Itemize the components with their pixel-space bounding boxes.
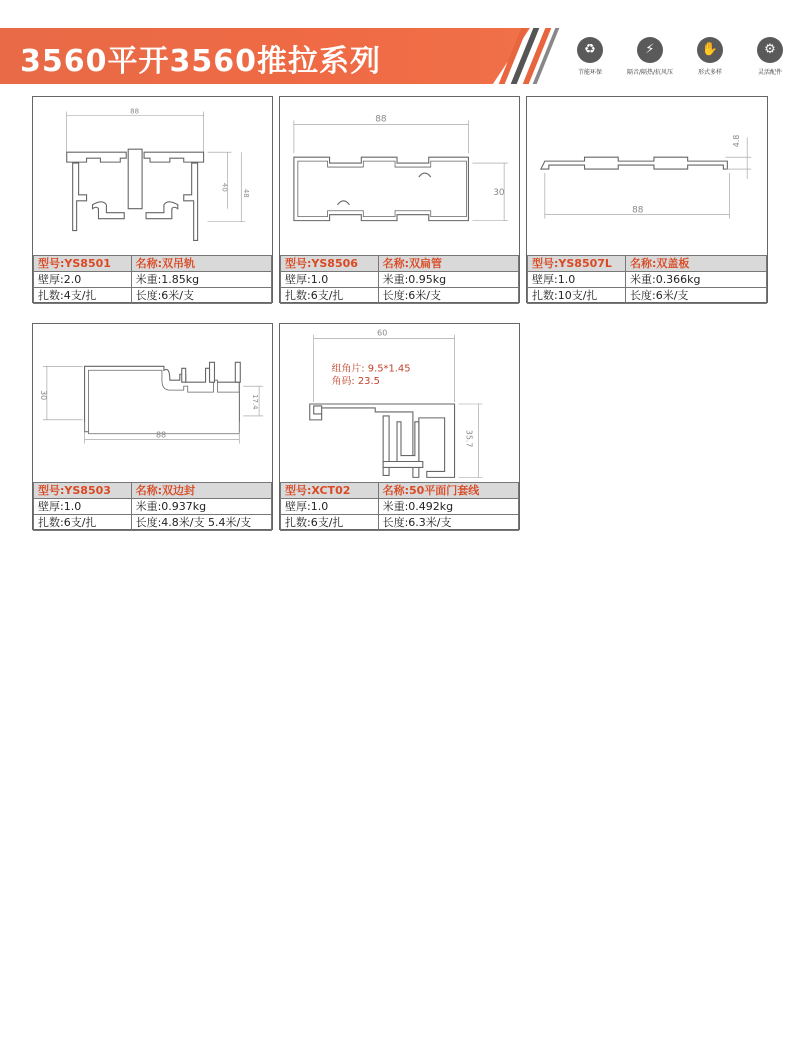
feature-label: 灵活配件 [757,68,782,76]
feature-insulation [622,37,678,76]
product-card-ys8503 [32,323,273,530]
table-row [281,288,519,304]
gear-icon: ⚙ [757,37,783,63]
feature-label: 形式多样 [697,68,722,76]
wall-cell: 壁厚:1.0 [528,272,626,288]
wall-cell: 壁厚:1.0 [281,272,379,288]
feature-icons [560,28,800,84]
spec-table [280,255,519,304]
length-cell: 长度:6.3米/支 [378,515,518,531]
hand-icon: ✋ [697,37,723,63]
model-cell: 型号:YS8507L [528,256,626,272]
dim-label: 88 [155,430,167,440]
dim-label: 88 [130,107,140,116]
length-cell: 长度:6米/支 [625,288,766,304]
page-title: 3560平开3560推拉系列 [20,44,381,79]
corner-note: 组角片: 9.5*1.45 [331,363,411,375]
feature-label: 节能环保 [577,68,602,76]
wall-cell: 壁厚:1.0 [34,499,132,515]
table-header-row [34,256,272,272]
spec-table [33,482,272,531]
table-header-row [528,256,767,272]
dim-label: 30 [493,187,505,198]
bundle-cell: 扎数:4支/扎 [34,288,132,304]
model-cell: 型号:YS8503 [34,483,132,499]
recycle-icon: ♻ [577,37,603,63]
dim-label: 40 [220,182,229,192]
name-cell: 名称:双边封 [131,483,271,499]
feature-recycle [562,37,618,76]
profile-drawing [280,324,519,482]
table-header-row [281,256,519,272]
dim-label: 48 [242,188,251,198]
header-banner [0,28,800,84]
dim-label: 88 [375,114,387,125]
model-cell: 型号:YS8501 [34,256,132,272]
bundle-cell: 扎数:6支/扎 [281,288,379,304]
bundle-cell: 扎数:6支/扎 [34,515,132,531]
weight-cell: 米重:0.492kg [378,499,518,515]
model-cell: 型号:YS8506 [281,256,379,272]
dim-label: 60 [377,328,388,338]
spec-table [280,482,519,531]
length-cell: 长度:6米/支 [378,288,518,304]
weight-cell: 米重:0.95kg [378,272,518,288]
wall-cell: 壁厚:2.0 [34,272,132,288]
length-cell: 长度:4.8米/支 5.4米/支 [131,515,271,531]
product-card-ys8506 [279,96,520,303]
dim-label: 4.8 [732,134,742,148]
bundle-cell: 扎数:10支/扎 [528,288,626,304]
table-row [34,288,272,304]
length-cell: 长度:6米/支 [131,288,271,304]
spec-table [527,255,767,304]
table-row [528,288,767,304]
lightning-icon: ⚡ [637,37,663,63]
product-card-xct02 [279,323,520,530]
table-row [34,499,272,515]
feature-variety [682,37,738,76]
profile-drawing [33,324,272,482]
weight-cell: 米重:0.937kg [131,499,271,515]
name-cell: 名称:双扁管 [378,256,518,272]
name-cell: 名称:50平面门套线 [378,483,518,499]
name-cell: 名称:双盖板 [625,256,766,272]
feature-parts [742,37,798,76]
dim-label: 30 [38,390,48,401]
dim-label: 35.7 [464,429,474,448]
dim-label: 88 [632,205,644,216]
angle-note: 角码: 23.5 [331,376,380,388]
table-row [281,515,519,531]
profile-drawing [33,97,272,255]
profile-drawing [527,97,767,255]
name-cell: 名称:双吊轨 [131,256,271,272]
table-row [34,272,272,288]
dim-label: 17.4 [251,394,260,410]
bundle-cell: 扎数:6支/扎 [281,515,379,531]
table-header-row [281,483,519,499]
weight-cell: 米重:1.85kg [131,272,271,288]
model-cell: 型号:XCT02 [281,483,379,499]
table-row [281,272,519,288]
product-card-ys8507l [526,96,768,303]
table-header-row [34,483,272,499]
weight-cell: 米重:0.366kg [625,272,766,288]
product-card-ys8501 [32,96,273,303]
spec-table [33,255,272,304]
wall-cell: 壁厚:1.0 [281,499,379,515]
table-row [34,515,272,531]
table-row [281,499,519,515]
feature-label: 隔音/隔热/抗风压 [626,68,674,76]
table-row [528,272,767,288]
profile-drawing [280,97,519,255]
